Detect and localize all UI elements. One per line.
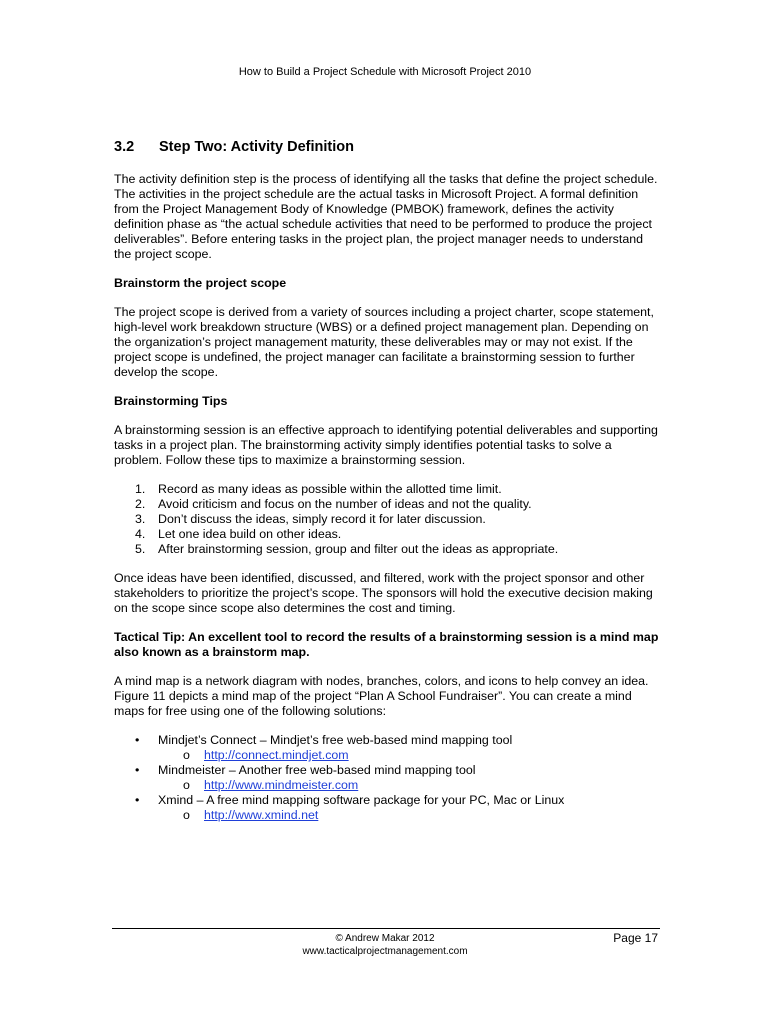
- tactical-tip: Tactical Tip: An excellent tool to record the results of a brainstorming session is a mind map also known as a brainstorm map.: [114, 630, 659, 659]
- list-number: 3.: [135, 512, 146, 526]
- list-item: [114, 542, 662, 557]
- bullet-icon: •: [135, 763, 140, 777]
- page-number: Page 17: [613, 931, 658, 945]
- scope-paragraph: The project scope is derived from a variety of sources including a project charter, scope statement, high-level work breakdown structure (WBS) or a defined project management plan. Depending on the organization’s project management maturity, these deliverables may or may not exist. If the project scope is undefined, the project manager can facilitate a brainstorming session to further develop the scope.: [114, 305, 654, 379]
- list-item-text: Don’t discuss the ideas, simply record it for later discussion.: [158, 512, 486, 526]
- sub-bullet-icon: o: [183, 778, 190, 792]
- bullet-icon: •: [135, 793, 140, 807]
- page-content: [114, 138, 662, 823]
- list-item: [114, 733, 662, 748]
- list-item: [114, 793, 662, 808]
- list-item: [114, 497, 662, 512]
- sub-list-item: [114, 778, 662, 793]
- list-item: [114, 763, 662, 778]
- list-number: 1.: [135, 482, 146, 496]
- link-mindmeister[interactable]: http://www.mindmeister.com: [204, 778, 359, 792]
- tips-heading: Brainstorming Tips: [114, 394, 228, 408]
- list-item: [114, 482, 662, 497]
- list-item-text: Avoid criticism and focus on the number of ideas and not the quality.: [158, 497, 532, 511]
- list-number: 4.: [135, 527, 146, 541]
- intro-paragraph: The activity definition step is the process of identifying all the tasks that define the project schedule. The activities in the project schedule are the actual tasks in Microsoft Project. A formal definition from the Project Management Body of Knowledge (PMBOK) framework, defines the activity definition phase as “the actual schedule activities that need to be performed to produce the project deliverables”. Before entering tasks in the project plan, the project manager needs to understand the project scope.: [114, 172, 658, 261]
- footer-divider: [112, 928, 660, 929]
- list-number: 2.: [135, 497, 146, 511]
- sub-list-item: [114, 808, 662, 823]
- tools-list: [114, 733, 662, 823]
- list-item-text: After brainstorming session, group and filter out the ideas as appropriate.: [158, 542, 559, 556]
- followup-paragraph: Once ideas have been identified, discussed, and filtered, work with the project sponsor and other stakeholders to prioritize the project’s scope. The sponsors will hold the executive decision making on the scope since scope also determines the cost and timing.: [114, 571, 653, 615]
- footer-website: www.tacticalprojectmanagement.com: [302, 946, 468, 957]
- list-item-text: Record as many ideas as possible within the allotted time limit.: [158, 482, 502, 496]
- section-heading: [114, 138, 662, 156]
- list-item-text: Let one idea build on other ideas.: [158, 527, 342, 541]
- tips-paragraph: A brainstorming session is an effective approach to identifying potential deliverables and supporting tasks in a project plan. The brainstorming activity simply identifies potential tasks to solve a problem. Follow these tips to maximize a brainstorming session.: [114, 423, 658, 467]
- section-title: Step Two: Activity Definition: [159, 139, 354, 155]
- link-xmind[interactable]: http://www.xmind.net: [204, 808, 319, 822]
- sub-bullet-icon: o: [183, 808, 190, 822]
- mindmap-paragraph: A mind map is a network diagram with nodes, branches, colors, and icons to help convey an idea. Figure 11 depicts a mind map of the project “Plan A School Fundraiser”. You can create a mind maps for free using one of the following solutions:: [114, 674, 649, 718]
- list-item: [114, 512, 662, 527]
- scope-heading: Brainstorm the project scope: [114, 276, 287, 290]
- sub-bullet-icon: o: [183, 748, 190, 762]
- sub-list-item: [114, 748, 662, 763]
- tool-description: Mindmeister – Another free web-based mind mapping tool: [158, 763, 476, 777]
- link-connect-mindjet[interactable]: http://connect.mindjet.com: [204, 748, 349, 762]
- tool-description: Mindjet’s Connect – Mindjet’s free web-based mind mapping tool: [158, 733, 513, 747]
- running-header: How to Build a Project Schedule with Microsoft Project 2010: [238, 66, 532, 78]
- list-item: [114, 527, 662, 542]
- list-number: 5.: [135, 542, 146, 556]
- footer-copyright: © Andrew Makar 2012: [335, 933, 435, 944]
- tips-list: [114, 482, 662, 557]
- section-number: 3.2: [114, 139, 135, 155]
- bullet-icon: •: [135, 733, 140, 747]
- tool-description: Xmind – A free mind mapping software package for your PC, Mac or Linux: [158, 793, 565, 807]
